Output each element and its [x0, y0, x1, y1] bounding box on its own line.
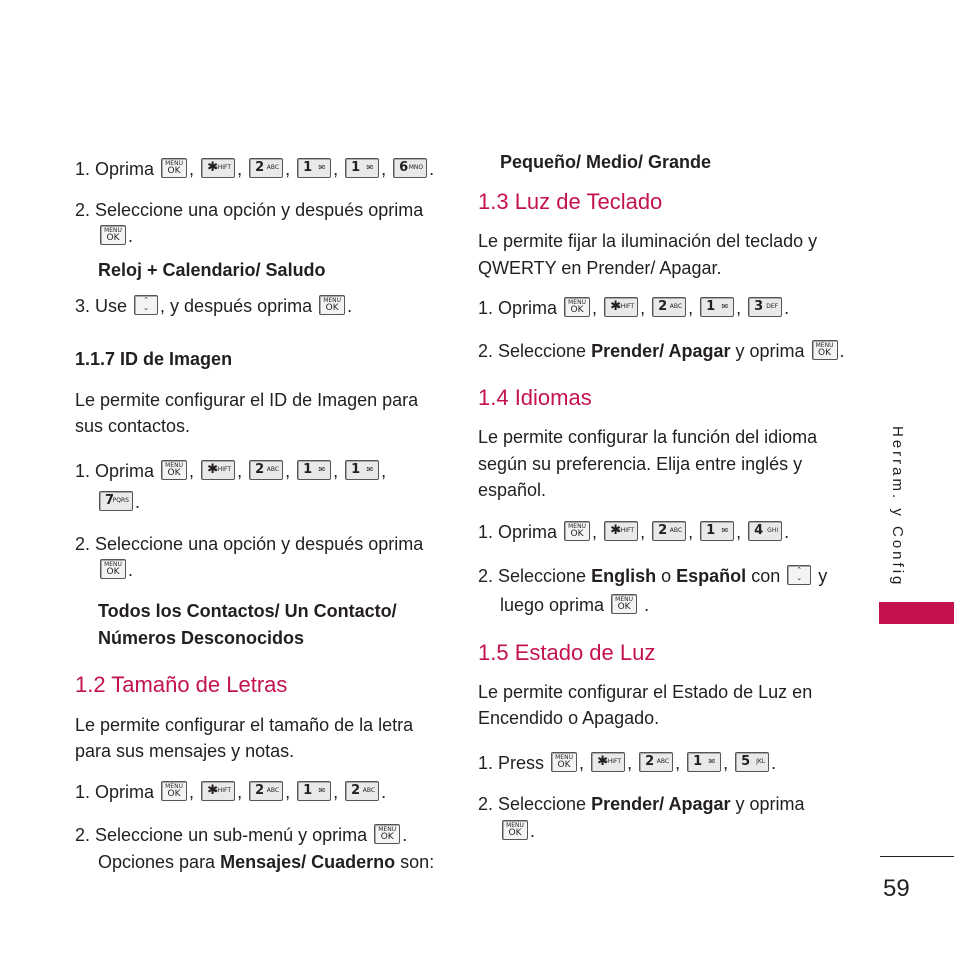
key-1-icon: 1 ✉ — [687, 752, 721, 772]
menu-ok-key-icon: MENU OK — [611, 594, 637, 614]
menu-ok-key-icon: MENU OK — [100, 225, 126, 245]
key-5-icon: 5 JKL — [735, 752, 769, 772]
step-line: 1. Oprima MENU OK , ✱ SHIFT , 2 ABC , 1 ✉ , 1 ✉ , 6 MNO . — [75, 159, 435, 179]
step-line: 2. Seleccione Prender/ Apagar y oprima — [478, 794, 805, 814]
page-number-rule — [880, 856, 954, 857]
key-2-icon: 2 ABC — [249, 158, 283, 178]
section-heading: 1.3 Luz de Teclado — [478, 189, 663, 214]
star-shift-key-icon: ✱ SHIFT — [604, 297, 638, 317]
paragraph: Le permite configurar el tamaño de la letra — [75, 715, 414, 735]
step-line: 1. Oprima MENU OK , ✱ SHIFT , 2 ABC , 1 ✉ , 1 ✉ , — [75, 461, 387, 481]
key-2-icon: 2 ABC — [249, 781, 283, 801]
key-1-icon: 1 ✉ — [297, 781, 331, 801]
chapter-side-label: Herram. y Config — [889, 426, 906, 588]
paragraph: Encendido o Apagado. — [478, 708, 660, 728]
options-text: Todos los Contactos/ Un Contacto/ — [98, 601, 397, 621]
step-line: 2. Seleccione una opción y después oprima — [75, 534, 424, 554]
step-line: 2. Seleccione English o Español con ⌃ ⌄ y — [478, 566, 828, 586]
step-line: 2. Seleccione un sub-menú y oprima MENU OK . — [75, 825, 408, 845]
nav-key-icon: ⌃ ⌄ — [134, 295, 158, 315]
options-text: Reloj + Calendario/ Saludo — [98, 260, 326, 280]
section-heading: 1.2 Tamaño de Letras — [75, 672, 288, 697]
paragraph: Le permite configurar el ID de Imagen para — [75, 390, 419, 410]
key-1-icon: 1 ✉ — [700, 521, 734, 541]
paragraph: QWERTY en Prender/ Apagar. — [478, 258, 722, 278]
star-shift-key-icon: ✱ SHIFT — [201, 781, 235, 801]
step-line: luego oprima MENU OK . — [500, 595, 650, 615]
star-shift-key-icon: ✱ SHIFT — [201, 460, 235, 480]
key-1-icon: 1 ✉ — [345, 460, 379, 480]
step-line: 2. Seleccione Prender/ Apagar y oprima MENU OK . — [478, 341, 845, 361]
step-line: 7 PQRS . — [75, 489, 140, 515]
key-1-icon: 1 ✉ — [700, 297, 734, 317]
menu-ok-key-icon: MENU OK — [100, 559, 126, 579]
menu-ok-key-icon: MENU OK — [564, 297, 590, 317]
step-line: 1. Oprima MENU OK , ✱ SHIFT , 2 ABC , 1 ✉ , 3 DEF . — [478, 298, 790, 318]
options-text: Números Desconocidos — [98, 628, 305, 648]
menu-ok-key-icon: MENU OK — [551, 752, 577, 772]
paragraph: para sus mensajes y notas. — [75, 741, 295, 761]
menu-ok-key-icon: MENU OK — [161, 158, 187, 178]
menu-ok-key-icon: MENU OK — [374, 824, 400, 844]
section-heading: 1.1.7 ID de Imagen — [75, 349, 233, 369]
options-text: Pequeño/ Medio/ Grande — [500, 152, 712, 172]
paragraph: Le permite configurar la función del idioma — [478, 427, 818, 447]
key-4-icon: 4 GHI — [748, 521, 782, 541]
step-line: Opciones para Mensajes/ Cuaderno son: — [98, 852, 435, 872]
key-2-icon: 2 ABC — [652, 521, 686, 541]
step-line: 1. Press MENU OK , ✱ SHIFT , 2 ABC , 1 ✉ , 5 JKL . — [478, 753, 777, 773]
key-2-icon: 2 ABC — [249, 460, 283, 480]
step-line: 3. Use ⌃ ⌄ , y después oprima MENU OK . — [75, 296, 353, 316]
menu-ok-key-icon: MENU OK — [319, 295, 345, 315]
menu-ok-key-icon: MENU OK — [161, 781, 187, 801]
step-line: MENU OK . — [75, 557, 133, 583]
step-line: 1. Oprima MENU OK , ✱ SHIFT , 2 ABC , 1 ✉ , 4 GHI . — [478, 522, 790, 542]
section-heading: 1.5 Estado de Luz — [478, 640, 656, 665]
menu-ok-key-icon: MENU OK — [564, 521, 590, 541]
nav-key-icon: ⌃ ⌄ — [787, 565, 811, 585]
key-3-icon: 3 DEF — [748, 297, 782, 317]
key-1-icon: 1 ✉ — [297, 460, 331, 480]
key-6-icon: 6 MNO — [393, 158, 427, 178]
star-shift-key-icon: ✱ SHIFT — [201, 158, 235, 178]
step-line: MENU OK . — [478, 818, 535, 844]
key-2-icon: 2 ABC — [652, 297, 686, 317]
chapter-tab-marker — [879, 602, 954, 624]
paragraph: Le permite configurar el Estado de Luz en — [478, 682, 813, 702]
key-2-icon: 2 ABC — [345, 781, 379, 801]
key-1-icon: 1 ✉ — [345, 158, 379, 178]
menu-ok-key-icon: MENU OK — [812, 340, 838, 360]
menu-ok-key-icon: MENU OK — [161, 460, 187, 480]
step-line: 2. Seleccione una opción y después oprima — [75, 200, 424, 220]
key-2-icon: 2 ABC — [639, 752, 673, 772]
page-number: 59 — [883, 875, 910, 902]
menu-ok-key-icon: MENU OK — [502, 820, 528, 840]
paragraph: según su preferencia. Elija entre inglés y — [478, 454, 803, 474]
star-shift-key-icon: ✱ SHIFT — [591, 752, 625, 772]
paragraph: sus contactos. — [75, 416, 191, 436]
step-line: 1. Oprima MENU OK , ✱ SHIFT , 2 ABC , 1 ✉ , 2 ABC . — [75, 782, 387, 802]
step-line: MENU OK . — [75, 223, 133, 249]
star-shift-key-icon: ✱ SHIFT — [604, 521, 638, 541]
section-heading: 1.4 Idiomas — [478, 385, 592, 410]
paragraph: español. — [478, 480, 547, 500]
key-7-icon: 7 PQRS — [99, 491, 133, 511]
key-1-icon: 1 ✉ — [297, 158, 331, 178]
paragraph: Le permite fijar la iluminación del teclado y — [478, 231, 818, 251]
